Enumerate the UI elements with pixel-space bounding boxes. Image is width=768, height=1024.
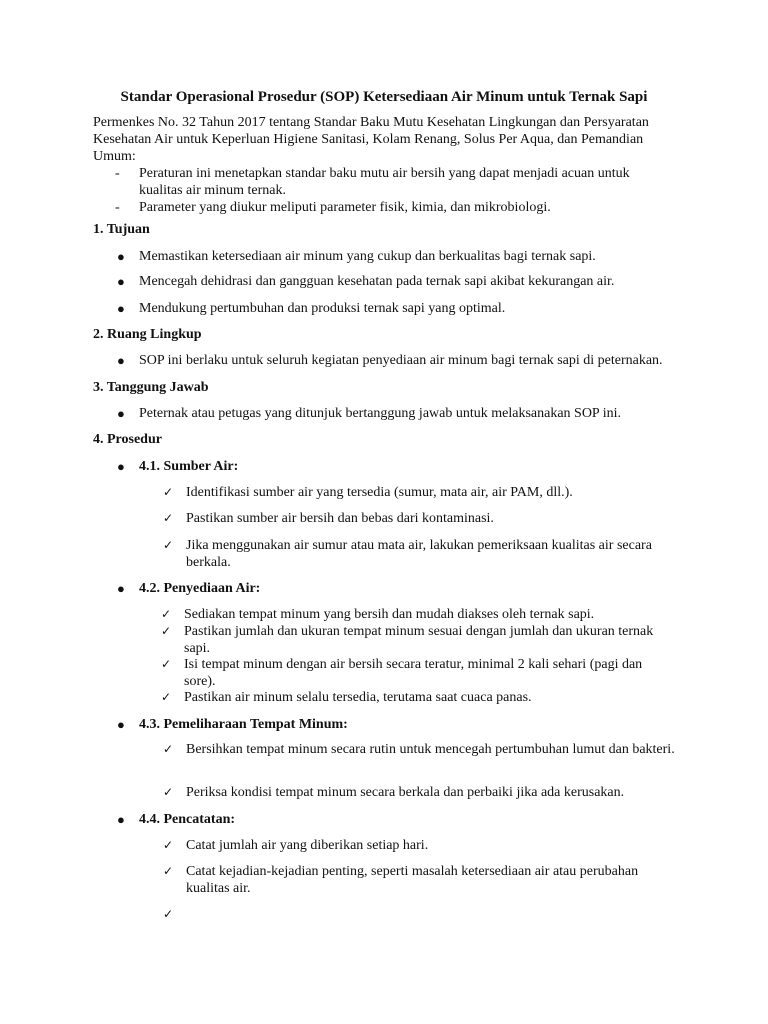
list-item: ● SOP ini berlaku untuk seluruh kegiatan penyediaan air minum bagi ternak sapi di peternakan. — [117, 353, 663, 368]
checklist-item: ✓ Identifikasi sumber air yang tersedia (sumur, mata air, air PAM, dll.). — [163, 485, 573, 500]
dash-marker: - — [115, 200, 120, 215]
checklist-item: ✓ Isi tempat minum dengan air bersih secara teratur, minimal 2 kali sehari (pagi dan sore). — [161, 657, 643, 689]
section-heading-ruang-lingkup: 2. Ruang Lingkup — [93, 327, 202, 342]
checklist-item: ✓ Jika menggunakan air sumur atau mata air, lakukan pemeriksaan kualitas air secara berkala. — [163, 538, 652, 570]
check-icon: ✓ — [163, 785, 174, 799]
bullet-icon: ● — [117, 581, 125, 596]
document-title: Standar Operasional Prosedur (SOP) Ketersediaan Air Minum untuk Ternak Sapi — [120, 89, 648, 105]
checklist-item: ✓ Sediakan tempat minum yang bersih dan mudah diakses oleh ternak sapi. — [161, 607, 595, 622]
list-item: ● Mendukung pertumbuhan dan produksi ternak sapi yang optimal. — [117, 301, 506, 316]
subsection-title: ● 4.3. Pemeliharaan Tempat Minum: — [117, 717, 348, 732]
check-icon: ✓ — [163, 907, 174, 921]
checklist-item: ✓ Pastikan air minum selalu tersedia, terutama saat cuaca panas. — [161, 690, 532, 705]
section-heading-tujuan: 1. Tujuan — [93, 222, 150, 237]
check-icon: ✓ — [163, 511, 174, 525]
check-icon: ✓ — [161, 624, 172, 638]
bullet-icon: ● — [117, 274, 125, 289]
subsection-title: ● 4.4. Pencatatan: — [117, 812, 236, 827]
check-icon: ✓ — [161, 657, 172, 671]
bullet-icon: ● — [117, 717, 125, 732]
bullet-icon: ● — [117, 406, 125, 421]
bullet-icon: ● — [117, 459, 125, 474]
list-item: ● Memastikan ketersediaan air minum yang cukup dan berkualitas bagi ternak sapi. — [117, 249, 596, 264]
checklist-item: ✓ Pastikan jumlah dan ukuran tempat minum sesuai dengan jumlah dan ukuran ternak sapi. — [161, 624, 654, 656]
bullet-icon: ● — [117, 353, 125, 368]
section-heading-prosedur: 4. Prosedur — [93, 432, 162, 447]
section-heading-tanggung-jawab: 3. Tanggung Jawab — [93, 380, 209, 395]
list-item: ● Peternak atau petugas yang ditunjuk bertanggung jawab untuk melaksanakan SOP ini. — [117, 406, 621, 421]
subsection-title: ● 4.1. Sumber Air: — [117, 459, 239, 474]
checklist-item: ✓ Catat kejadian-kejadian penting, seperti masalah ketersediaan air atau perubahan kualitas air. — [163, 864, 639, 896]
intro-point: - Parameter yang diukur meliputi parameter fisik, kimia, dan mikrobiologi. — [115, 200, 551, 215]
check-icon: ✓ — [163, 538, 174, 552]
bullet-icon: ● — [117, 301, 125, 316]
bullet-icon: ● — [117, 812, 125, 827]
checklist-item: ✓ Periksa kondisi tempat minum secara berkala dan perbaiki jika ada kerusakan. — [163, 785, 625, 800]
bullet-icon: ● — [117, 249, 125, 264]
checklist-item: ✓ Pastikan sumber air bersih dan bebas dari kontaminasi. — [163, 511, 494, 526]
intro-point: - Peraturan ini menetapkan standar baku mutu air bersih yang dapat menjadi acuan untuk kualitas air minum ternak. — [115, 166, 630, 198]
check-icon: ✓ — [161, 690, 172, 704]
subsection-title: ● 4.2. Penyediaan Air: — [117, 581, 261, 596]
list-item: ● Mencegah dehidrasi dan gangguan kesehatan pada ternak sapi akibat kekurangan air. — [117, 274, 615, 289]
checklist-item: ✓ Catat jumlah air yang diberikan setiap hari. — [163, 838, 429, 853]
intro-block — [93, 114, 673, 216]
checklist-item: ✓ Bersihkan tempat minum secara rutin untuk mencegah pertumbuhan lumut dan bakteri. — [163, 742, 675, 757]
check-icon: ✓ — [163, 864, 174, 878]
check-icon: ✓ — [163, 485, 174, 499]
check-icon: ✓ — [161, 607, 172, 621]
dash-marker: - — [115, 166, 120, 181]
check-icon: ✓ — [163, 838, 174, 852]
intro-points — [93, 165, 673, 216]
check-icon: ✓ — [163, 742, 174, 756]
intro-paragraph: Permenkes No. 32 Tahun 2017 tentang Standar Baku Mutu Kesehatan Lingkungan dan Persyaratan Kesehatan Air untuk Keperluan Higiene Sanitasi, Kolam Renang, Solus Per Aqua, dan Pemandian Umum: — [93, 115, 649, 164]
